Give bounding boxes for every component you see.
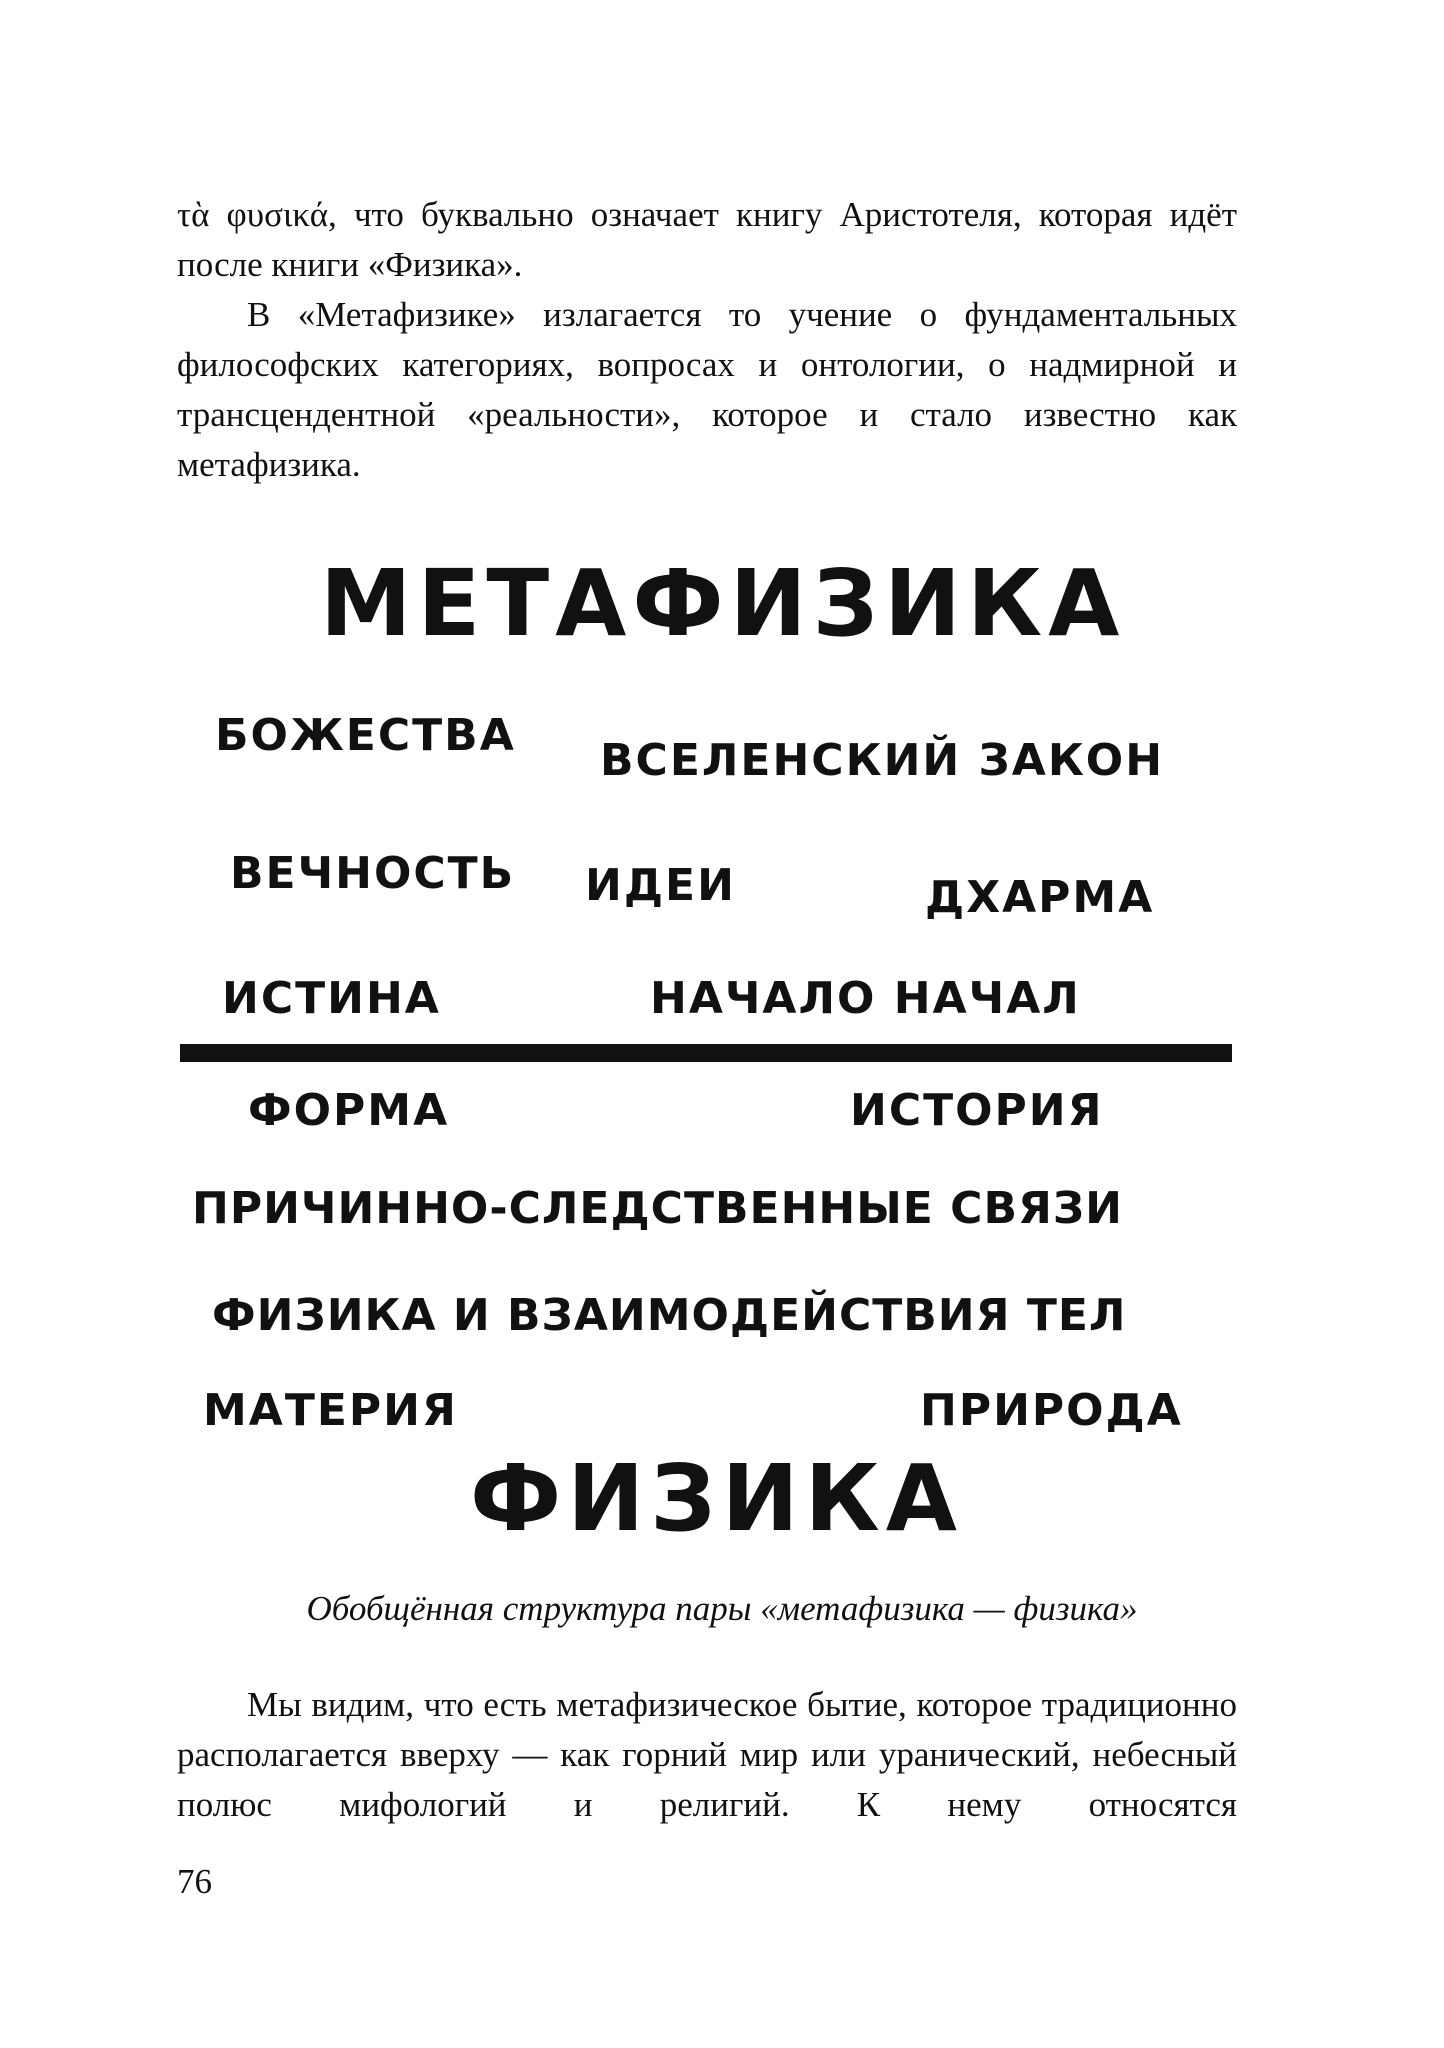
word-bozhestva: БОЖЕСТВА [215, 710, 516, 761]
outro-paragraph: Мы видим, что есть метафизическое бытие, которое традиционно располагается вверху — как горний мир или уранический, небесный полюс мифологий и религий. К нему относятся [177, 1685, 1237, 1824]
word-dharma: ДХАРМА [925, 872, 1155, 923]
outro-text [177, 1680, 1237, 1830]
word-nachalo-nachal: НАЧАЛО НАЧАЛ [650, 973, 1081, 1024]
word-forma: ФОРМА [248, 1085, 450, 1136]
diagram-divider-line [180, 1044, 1232, 1062]
word-priroda: ПРИРОДА [920, 1385, 1183, 1436]
word-materiya: МАТЕРИЯ [203, 1385, 458, 1436]
word-istina: ИСТИНА [222, 973, 441, 1024]
word-istoriya: ИСТОРИЯ [850, 1085, 1104, 1136]
figure-caption: Обобщённая структура пары «метафизика — физика» [306, 1589, 1138, 1628]
word-vselensky-zakon: ВСЕЛЕНСКИЙ ЗАКОН [600, 735, 1165, 786]
word-fizika-vzaimodeistviya: ФИЗИКА И ВЗАИМОДЕЙСТВИЯ ТЕЛ [212, 1290, 1127, 1341]
diagram-title-physics: ФИЗИКА [470, 1445, 963, 1552]
intro-paragraph-2: В «Метафизике» излагается то учение о фундаментальных философских категориях, вопросах и онтологии, о надмирной и трансцендентной «реальности», которое и стало известно как метафизика. [177, 295, 1237, 484]
intro-paragraph-1: τὰ φυσικά, что буквально означает книгу Аристотеля, которая идёт после книги «Физика». [177, 195, 1237, 284]
page-number: 76 [177, 1862, 212, 1901]
word-vechnost: ВЕЧНОСТЬ [230, 848, 516, 899]
diagram-title-metaphysics: МЕТАФИЗИКА [320, 550, 1126, 657]
word-prichinno-sledstvennye: ПРИЧИННО-СЛЕДСТВЕННЫЕ СВЯЗИ [192, 1183, 1123, 1234]
word-idei: ИДЕИ [585, 860, 736, 911]
